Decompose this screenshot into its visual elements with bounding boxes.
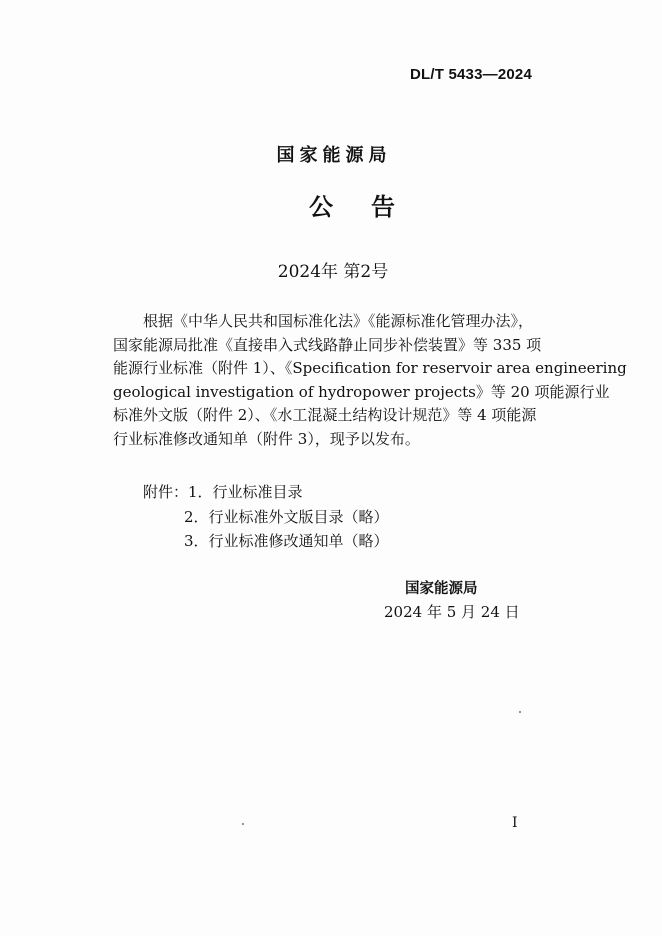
scan-speck (519, 711, 521, 713)
standard-code: DL/T 5433—2024 (409, 66, 532, 83)
attachment-item (143, 480, 389, 505)
notice-body (113, 310, 627, 452)
attachment-item (143, 529, 389, 554)
attachment-item-text: 3．行业标准修改通知单（略） (184, 532, 389, 551)
attachments-list (143, 480, 389, 554)
body-line: 国家能源局批准《直接串入式线路静止同步补偿装置》等 335 项 (113, 335, 542, 354)
attachment-item (143, 505, 389, 530)
scan-speck (242, 823, 244, 825)
signer: 国家能源局 (405, 581, 478, 597)
attachments-label: 附件： (143, 483, 189, 501)
body-line: 能源行业标准（附件 1）、《Specification for reservoir area engineering (113, 359, 627, 378)
body-line: geological investigation of hydropower projects》等 20 项能源行业 (113, 382, 610, 401)
issuer-title: 国家能源局 (276, 145, 392, 166)
document-number: 2024年 第2号 (277, 262, 389, 282)
document-type-title: 公告 (309, 193, 433, 221)
body-line: 标准外文版（附件 2）、《水工混凝土结构设计规范》等 4 项能源 (113, 406, 537, 425)
body-line: 根据《中华人民共和国标准化法》《能源标准化管理办法》， (143, 312, 534, 330)
body-line: 行业标准修改通知单（附件 3），现予以发布。 (113, 429, 420, 448)
page-number: I (512, 815, 518, 831)
signature-date: 2024 年 5 月 24 日 (384, 603, 520, 621)
attachment-item-text: 2．行业标准外文版目录（略） (184, 507, 389, 526)
attachment-item-text: 1．行业标准目录 (188, 483, 303, 501)
